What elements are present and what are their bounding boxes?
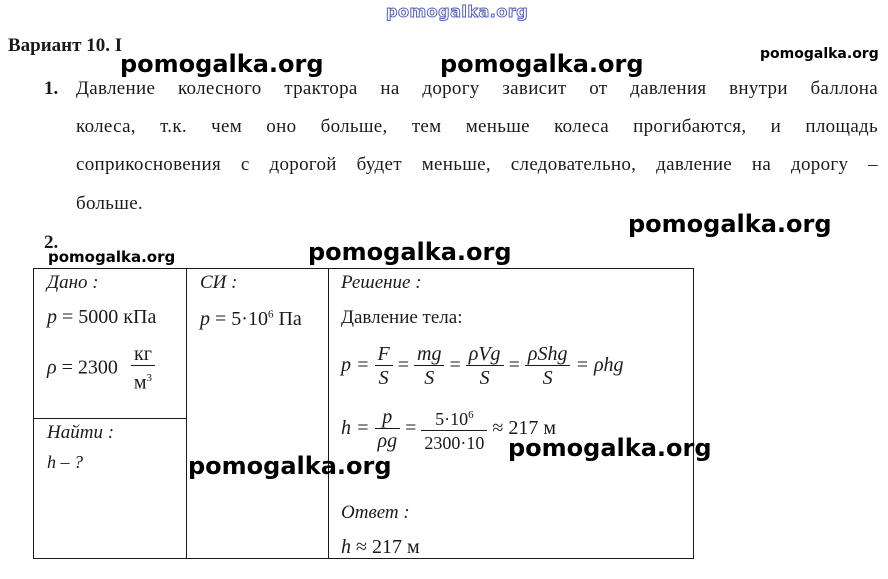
- watermark: pomogalka.org: [440, 50, 644, 78]
- si-p-var: p: [200, 308, 210, 330]
- table-left-border: [33, 268, 34, 559]
- watermark: pomogalka.org: [760, 46, 879, 62]
- formula-height: h = $\frac{p}{\rho g}$ = $\frac{5\cdot 10^6}{2300\cdot 10}$ ≈ 217 м: [341, 406, 557, 453]
- question-1-line-3: соприкосновения с дорогой будет меньше, следовательно, давление на дорогу –: [76, 154, 878, 175]
- table-top-border: [33, 268, 694, 269]
- question-1-line-4: больше.: [76, 193, 143, 214]
- question-2-number: 2.: [44, 232, 59, 253]
- formula2-result: ≈ 217 м: [492, 417, 557, 440]
- formula1-rhs: = ρhg: [575, 354, 624, 376]
- question-1-number: 1.: [44, 78, 59, 99]
- answer-value: [341, 536, 420, 559]
- given-rho-unit-num: кг: [131, 343, 155, 366]
- pressure-label: Давление тела:: [341, 307, 463, 328]
- given-density: [47, 343, 155, 395]
- watermark: pomogalka.org: [120, 50, 324, 78]
- watermark: pomogalka.org: [188, 452, 392, 480]
- given-p-value: = 5000 кПа: [62, 306, 157, 328]
- formula1-frac-4: $\frac{\text{ρShg}}{S}$: [525, 343, 571, 390]
- given-rho-unit: [131, 343, 155, 395]
- formula1-lhs: p =: [341, 354, 370, 376]
- formula-pressure: p = $\frac{F}{S}$ = $\frac{mg}{S}$ = $\frac{\text{ρVg}}{S}$ = $\frac{\text{ρShg}}{S}$ = ρhg: [341, 342, 624, 389]
- formula1-frac-1: $\frac{F}{S}$: [375, 343, 393, 390]
- formula2-frac-2: $\frac{5\cdot 10^6}{2300\cdot 10}$: [421, 404, 487, 455]
- watermark: pomogalka.org: [48, 248, 176, 266]
- si-header: СИ :: [200, 272, 238, 293]
- formula2-frac-1: $\frac{p}{\rho g}$: [375, 406, 401, 453]
- table-divider-si: [186, 268, 187, 559]
- watermark: pomogalka.org: [628, 210, 832, 238]
- formula1-frac-3: $\frac{\text{ρVg}}{S}$: [466, 343, 504, 390]
- watermark: pomogalka.org: [308, 238, 512, 266]
- given-header: Дано :: [47, 272, 99, 293]
- formula2-lhs: h =: [341, 417, 370, 440]
- given-rho-var: ρ: [47, 356, 57, 379]
- formula1-frac-2: $\frac{mg}{S}$: [414, 343, 444, 390]
- watermark-top: pomogalka.org: [386, 2, 529, 21]
- question-1-line-1: Давление колесного трактора на дорогу зависит от давления внутри баллона: [76, 78, 878, 99]
- table-right-border: [693, 268, 694, 559]
- watermark: pomogalka.org: [508, 434, 712, 462]
- find-value: h – ?: [47, 452, 83, 472]
- given-rho-value: = 2300: [61, 356, 118, 379]
- si-p-value: = $5\cdot 10^6$: [215, 308, 274, 330]
- si-pressure: [200, 308, 302, 331]
- given-pressure: [47, 306, 156, 329]
- answer-var: h: [341, 536, 351, 558]
- variant-heading: Вариант 10. I: [8, 35, 123, 56]
- find-header: Найти :: [47, 422, 115, 443]
- si-p-unit: Па: [278, 308, 302, 330]
- table-divider-given: [33, 418, 186, 419]
- solution-header: Решение :: [341, 272, 422, 293]
- table-divider-solution: [328, 268, 329, 559]
- question-1-line-2: колеса, т.к. чем оно больше, тем меньше колеса прогибаются, и площадь: [76, 116, 878, 137]
- given-rho-unit-den: $м^3$: [133, 371, 153, 394]
- given-p-var: p: [47, 306, 57, 328]
- answer-header: Ответ :: [341, 502, 410, 523]
- answer-number: ≈ 217 м: [356, 536, 420, 558]
